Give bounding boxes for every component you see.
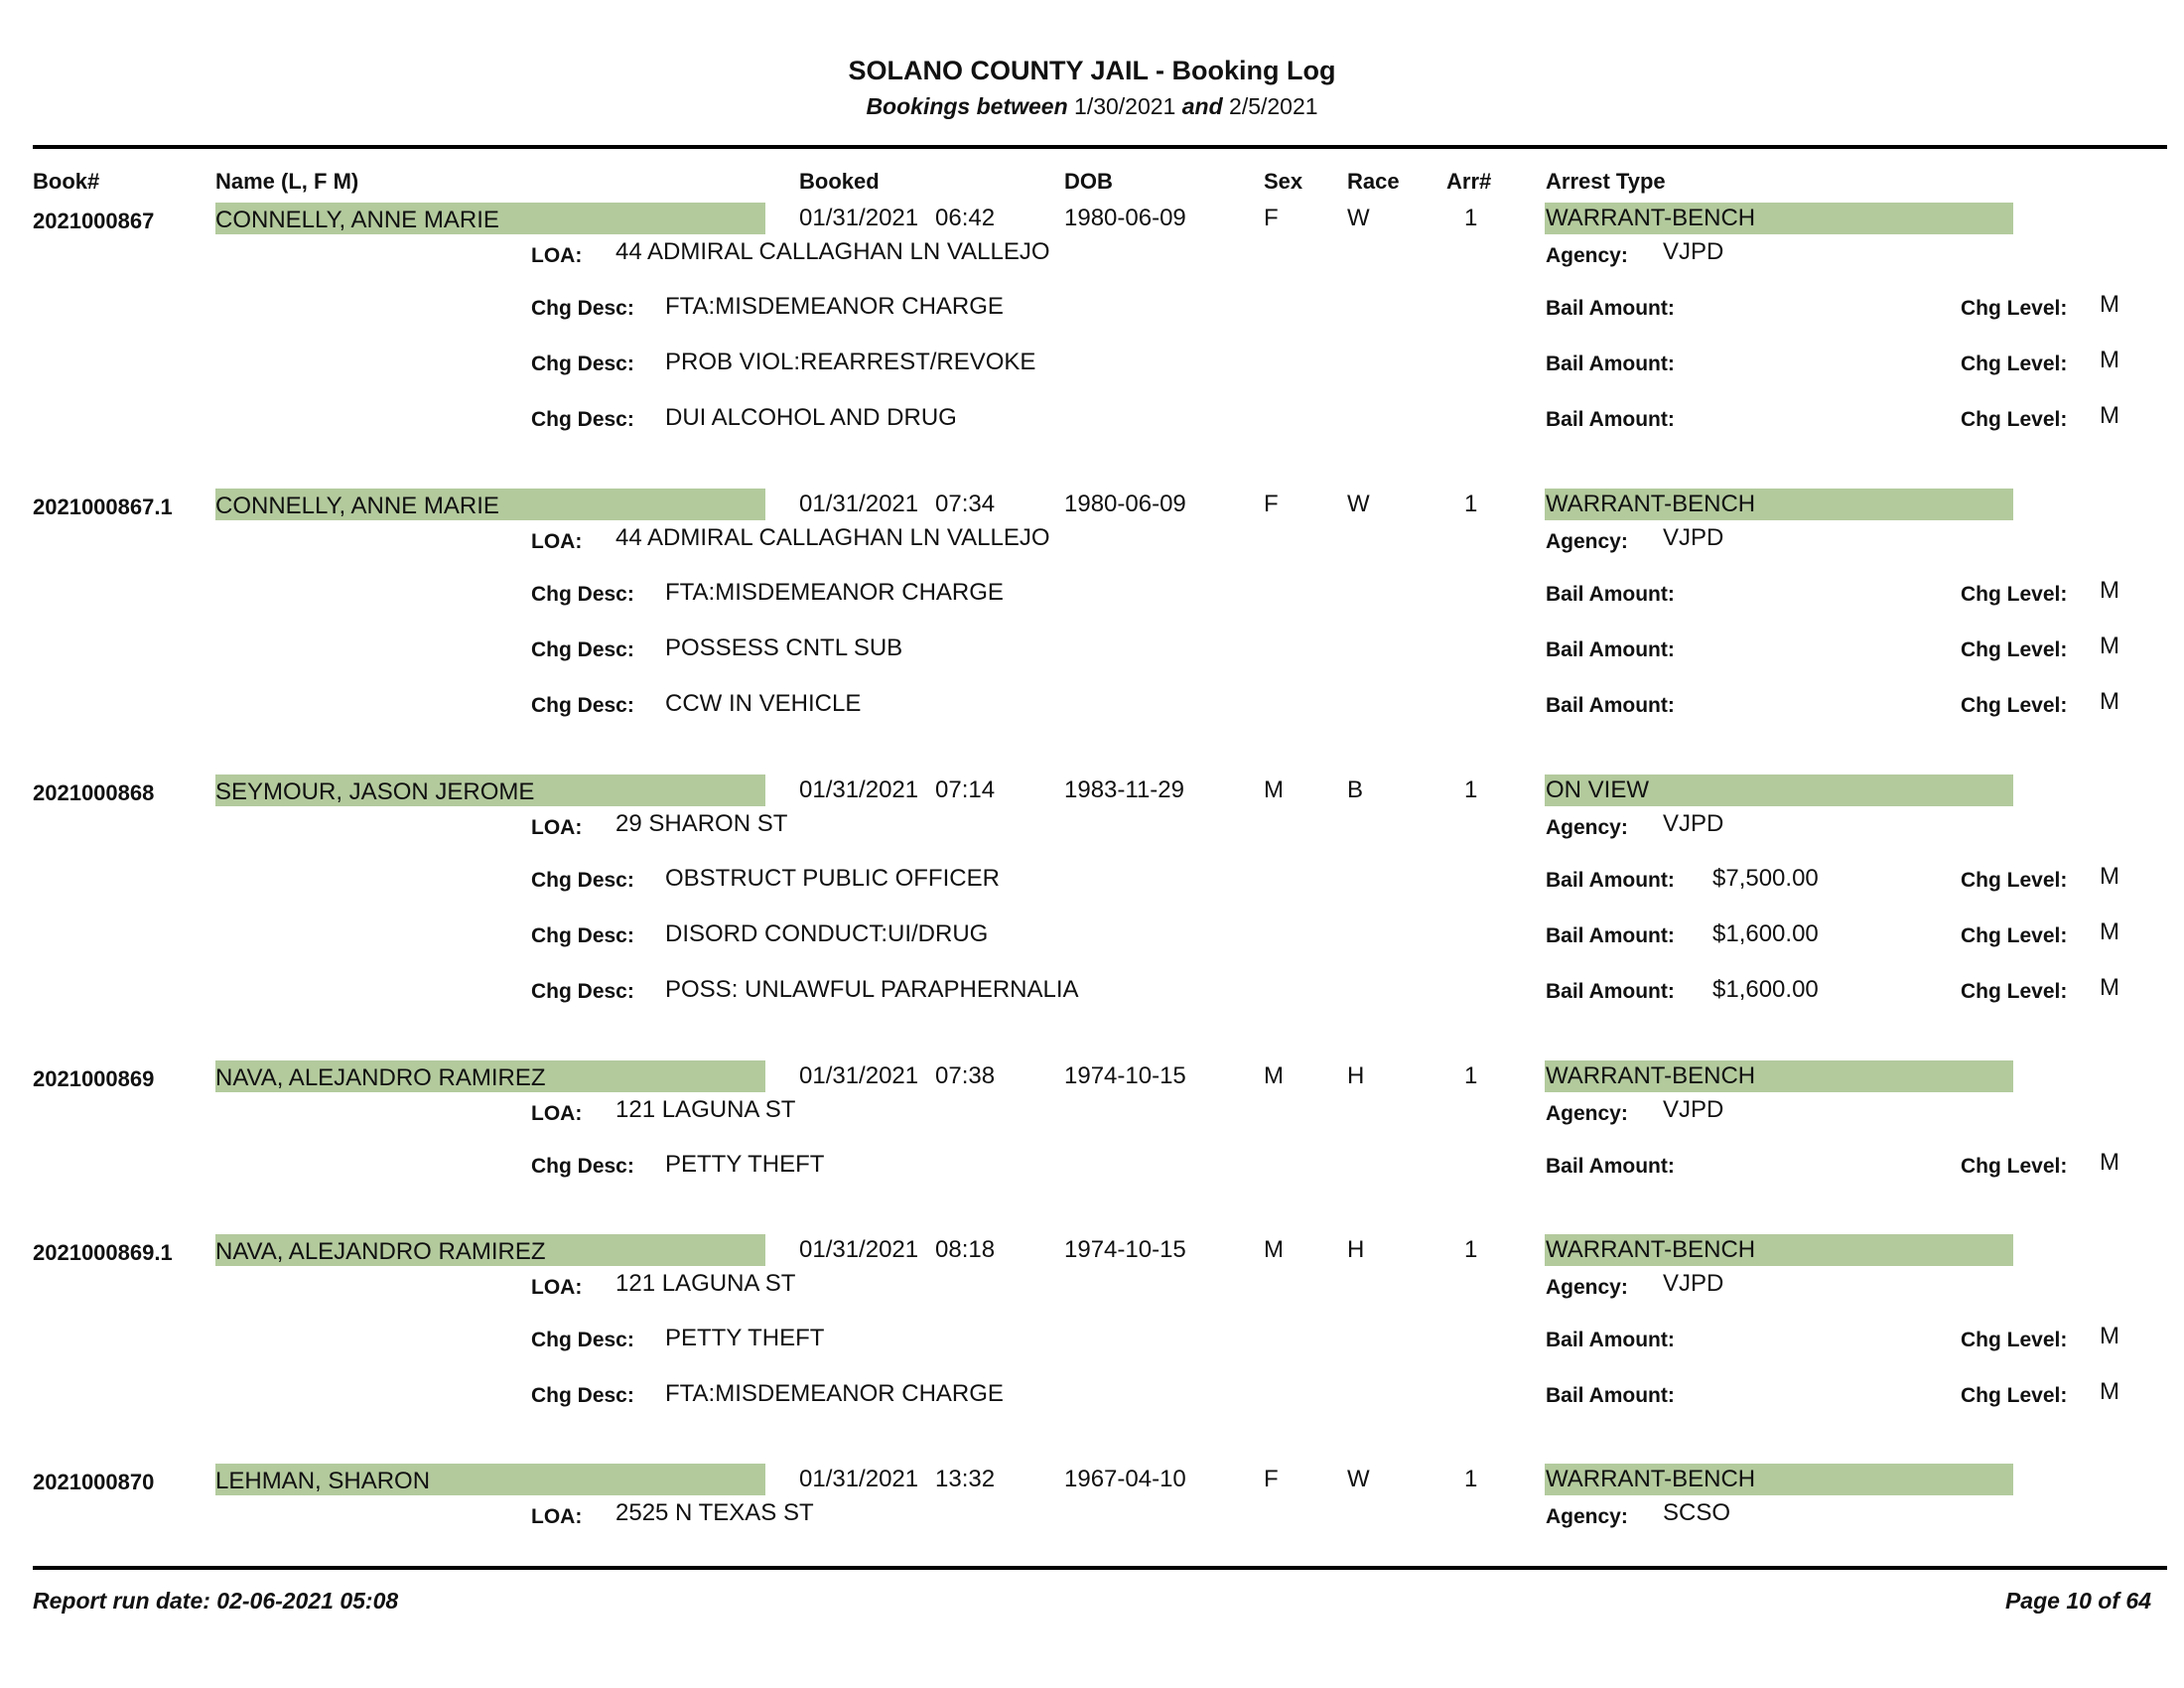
sex: M xyxy=(1264,776,1284,803)
loa-address: 121 LAGUNA ST xyxy=(615,1096,796,1123)
dob: 1980-06-09 xyxy=(1064,491,1186,517)
race: W xyxy=(1347,1466,1370,1492)
race: W xyxy=(1347,205,1370,231)
arrest-number: 1 xyxy=(1464,776,1478,803)
bail-amount-label: Bail Amount: xyxy=(1546,1384,1675,1407)
charge-level-label: Chg Level: xyxy=(1961,1329,2068,1351)
report-subtitle xyxy=(0,93,2184,120)
race: W xyxy=(1347,491,1370,517)
charge-description: POSS: UNLAWFUL PARAPHERNALIA xyxy=(665,976,1079,1003)
agency-label: Agency: xyxy=(1546,530,1628,553)
charge-description: FTA:MISDEMEANOR CHARGE xyxy=(665,293,1004,320)
report-run-date: Report run date: 02-06-2021 05:08 xyxy=(33,1588,399,1614)
charge-level-label: Chg Level: xyxy=(1961,980,2068,1003)
arrest-number: 1 xyxy=(1464,491,1478,517)
charge-description: FTA:MISDEMEANOR CHARGE xyxy=(665,1380,1004,1407)
arrest-number: 1 xyxy=(1464,1466,1478,1492)
bail-amount-label: Bail Amount: xyxy=(1546,297,1675,320)
charge-desc-label: Chg Desc: xyxy=(531,924,634,947)
inmate-name[interactable]: LEHMAN, SHARON xyxy=(215,1468,431,1494)
bail-amount-label: Bail Amount: xyxy=(1546,638,1675,661)
charge-level-label: Chg Level: xyxy=(1961,638,2068,661)
bail-amount-label: Bail Amount: xyxy=(1546,924,1675,947)
charge-level: M xyxy=(2100,974,2119,1001)
race: B xyxy=(1347,776,1364,803)
sex: F xyxy=(1264,205,1279,231)
start-date: 1/30/2021 xyxy=(1074,93,1176,119)
arrest-number: 1 xyxy=(1464,1062,1478,1089)
booked-date: 01/31/2021 xyxy=(799,1062,919,1089)
booked-time: 07:38 xyxy=(935,1062,996,1089)
charge-level-label: Chg Level: xyxy=(1961,1384,2068,1407)
charge-level: M xyxy=(2100,402,2119,429)
loa-label: LOA: xyxy=(531,1102,583,1125)
charge-level-label: Chg Level: xyxy=(1961,924,2068,947)
dob: 1974-10-15 xyxy=(1064,1062,1186,1089)
charge-level: M xyxy=(2100,688,2119,715)
dob: 1967-04-10 xyxy=(1064,1466,1186,1492)
loa-label: LOA: xyxy=(531,244,583,267)
charge-level: M xyxy=(2100,291,2119,318)
loa-label: LOA: xyxy=(531,530,583,553)
loa-address: 44 ADMIRAL CALLAGHAN LN VALLEJO xyxy=(615,524,1050,551)
bail-amount-label: Bail Amount: xyxy=(1546,1329,1675,1351)
loa-address: 44 ADMIRAL CALLAGHAN LN VALLEJO xyxy=(615,238,1050,265)
charge-desc-label: Chg Desc: xyxy=(531,408,634,431)
charge-desc-label: Chg Desc: xyxy=(531,1384,634,1407)
charge-description: POSSESS CNTL SUB xyxy=(665,634,903,661)
booked-date: 01/31/2021 xyxy=(799,1466,919,1492)
agency-label: Agency: xyxy=(1546,816,1628,839)
charge-description: OBSTRUCT PUBLIC OFFICER xyxy=(665,865,1000,892)
col-book-header: Book# xyxy=(33,169,100,194)
arrest-type: WARRANT-BENCH xyxy=(1546,1062,1756,1089)
arrest-type: WARRANT-BENCH xyxy=(1546,205,1756,231)
report-title: SOLANO COUNTY JAIL - Booking Log xyxy=(848,56,1336,85)
agency-value: VJPD xyxy=(1663,524,1724,551)
charge-desc-label: Chg Desc: xyxy=(531,694,634,717)
bail-amount-label: Bail Amount: xyxy=(1546,694,1675,717)
col-sex-header: Sex xyxy=(1264,169,1303,194)
arrest-type: ON VIEW xyxy=(1546,776,1650,803)
charge-description: DISORD CONDUCT:UI/DRUG xyxy=(665,920,989,947)
loa-address: 121 LAGUNA ST xyxy=(615,1270,796,1297)
loa-label: LOA: xyxy=(531,1276,583,1299)
charge-desc-label: Chg Desc: xyxy=(531,583,634,606)
col-name-header: Name (L, F M) xyxy=(215,169,359,194)
book-number[interactable]: 2021000869 xyxy=(33,1066,155,1091)
charge-level-label: Chg Level: xyxy=(1961,408,2068,431)
bail-amount: $7,500.00 xyxy=(1712,865,1819,892)
charge-level-label: Chg Level: xyxy=(1961,694,2068,717)
charge-description: FTA:MISDEMEANOR CHARGE xyxy=(665,579,1004,606)
agency-label: Agency: xyxy=(1546,1276,1628,1299)
sex: F xyxy=(1264,1466,1279,1492)
charge-description: PETTY THEFT xyxy=(665,1325,825,1351)
dob: 1974-10-15 xyxy=(1064,1236,1186,1263)
charge-desc-label: Chg Desc: xyxy=(531,1329,634,1351)
sex: F xyxy=(1264,491,1279,517)
bail-amount: $1,600.00 xyxy=(1712,920,1819,947)
charge-level: M xyxy=(2100,347,2119,373)
inmate-name[interactable]: NAVA, ALEJANDRO RAMIREZ xyxy=(215,1064,546,1091)
arrest-type: WARRANT-BENCH xyxy=(1546,491,1756,517)
agency-value: VJPD xyxy=(1663,1096,1724,1123)
arrest-type: WARRANT-BENCH xyxy=(1546,1236,1756,1263)
booked-date: 01/31/2021 xyxy=(799,205,919,231)
agency-label: Agency: xyxy=(1546,244,1628,267)
charge-description: DUI ALCOHOL AND DRUG xyxy=(665,404,957,431)
book-number[interactable]: 2021000870 xyxy=(33,1470,155,1494)
charge-level-label: Chg Level: xyxy=(1961,869,2068,892)
agency-value: VJPD xyxy=(1663,238,1724,265)
charge-desc-label: Chg Desc: xyxy=(531,297,634,320)
charge-level: M xyxy=(2100,577,2119,604)
book-number[interactable]: 2021000867.1 xyxy=(33,494,173,519)
charge-description: CCW IN VEHICLE xyxy=(665,690,862,717)
bail-amount: $1,600.00 xyxy=(1712,976,1819,1003)
arrest-number: 1 xyxy=(1464,205,1478,231)
arrest-number: 1 xyxy=(1464,1236,1478,1263)
charge-level: M xyxy=(2100,918,2119,945)
race: H xyxy=(1347,1062,1365,1089)
race: H xyxy=(1347,1236,1365,1263)
inmate-name[interactable]: SEYMOUR, JASON JEROME xyxy=(215,778,535,805)
booked-time: 06:42 xyxy=(935,205,996,231)
sex: M xyxy=(1264,1236,1284,1263)
end-date: 2/5/2021 xyxy=(1229,93,1318,119)
agency-label: Agency: xyxy=(1546,1102,1628,1125)
booked-date: 01/31/2021 xyxy=(799,776,919,803)
bail-amount-label: Bail Amount: xyxy=(1546,583,1675,606)
bail-amount-label: Bail Amount: xyxy=(1546,352,1675,375)
charge-desc-label: Chg Desc: xyxy=(531,638,634,661)
book-number[interactable]: 2021000868 xyxy=(33,780,155,805)
booked-time: 07:34 xyxy=(935,491,996,517)
footer-rule xyxy=(33,1566,2167,1570)
page-number: Page 10 of 64 xyxy=(2004,1588,2151,1614)
loa-address: 29 SHARON ST xyxy=(615,810,788,837)
charge-desc-label: Chg Desc: xyxy=(531,352,634,375)
inmate-name[interactable]: NAVA, ALEJANDRO RAMIREZ xyxy=(215,1238,546,1265)
charge-level: M xyxy=(2100,1323,2119,1349)
booked-time: 13:32 xyxy=(935,1466,996,1492)
charge-description: PROB VIOL:REARREST/REVOKE xyxy=(665,349,1036,375)
col-arrest-type-header: Arrest Type xyxy=(1546,169,1666,194)
charge-description: PETTY THEFT xyxy=(665,1151,825,1178)
booked-date: 01/31/2021 xyxy=(799,1236,919,1263)
charge-level-label: Chg Level: xyxy=(1961,583,2068,606)
booked-time: 07:14 xyxy=(935,776,996,803)
col-dob-header: DOB xyxy=(1064,169,1113,194)
col-booked-header: Booked xyxy=(799,169,880,194)
charge-level: M xyxy=(2100,863,2119,890)
charge-level-label: Chg Level: xyxy=(1961,297,2068,320)
subtitle-prefix: Bookings between xyxy=(866,93,1068,119)
header-rule xyxy=(33,145,2167,149)
charge-desc-label: Chg Desc: xyxy=(531,869,634,892)
loa-label: LOA: xyxy=(531,816,583,839)
agency-value: VJPD xyxy=(1663,810,1724,837)
charge-level: M xyxy=(2100,1378,2119,1405)
col-arr-header: Arr# xyxy=(1446,169,1492,194)
charge-level: M xyxy=(2100,633,2119,659)
subtitle-and: and xyxy=(1181,93,1223,119)
inmate-name[interactable]: CONNELLY, ANNE MARIE xyxy=(215,207,499,233)
bail-amount-label: Bail Amount: xyxy=(1546,869,1675,892)
book-number[interactable]: 2021000869.1 xyxy=(33,1240,173,1265)
loa-label: LOA: xyxy=(531,1505,583,1528)
book-number[interactable]: 2021000867 xyxy=(33,209,155,233)
charge-desc-label: Chg Desc: xyxy=(531,980,634,1003)
agency-value: VJPD xyxy=(1663,1270,1724,1297)
charge-level: M xyxy=(2100,1149,2119,1176)
dob: 1980-06-09 xyxy=(1064,205,1186,231)
sex: M xyxy=(1264,1062,1284,1089)
booked-time: 08:18 xyxy=(935,1236,996,1263)
booked-date: 01/31/2021 xyxy=(799,491,919,517)
agency-value: SCSO xyxy=(1663,1499,1731,1526)
agency-label: Agency: xyxy=(1546,1505,1628,1528)
loa-address: 2525 N TEXAS ST xyxy=(615,1499,814,1526)
bail-amount-label: Bail Amount: xyxy=(1546,1155,1675,1178)
charge-level-label: Chg Level: xyxy=(1961,1155,2068,1178)
bail-amount-label: Bail Amount: xyxy=(1546,980,1675,1003)
bail-amount-label: Bail Amount: xyxy=(1546,408,1675,431)
dob: 1983-11-29 xyxy=(1064,776,1184,803)
arrest-type: WARRANT-BENCH xyxy=(1546,1466,1756,1492)
col-race-header: Race xyxy=(1347,169,1400,194)
inmate-name[interactable]: CONNELLY, ANNE MARIE xyxy=(215,492,499,519)
charge-level-label: Chg Level: xyxy=(1961,352,2068,375)
charge-desc-label: Chg Desc: xyxy=(531,1155,634,1178)
